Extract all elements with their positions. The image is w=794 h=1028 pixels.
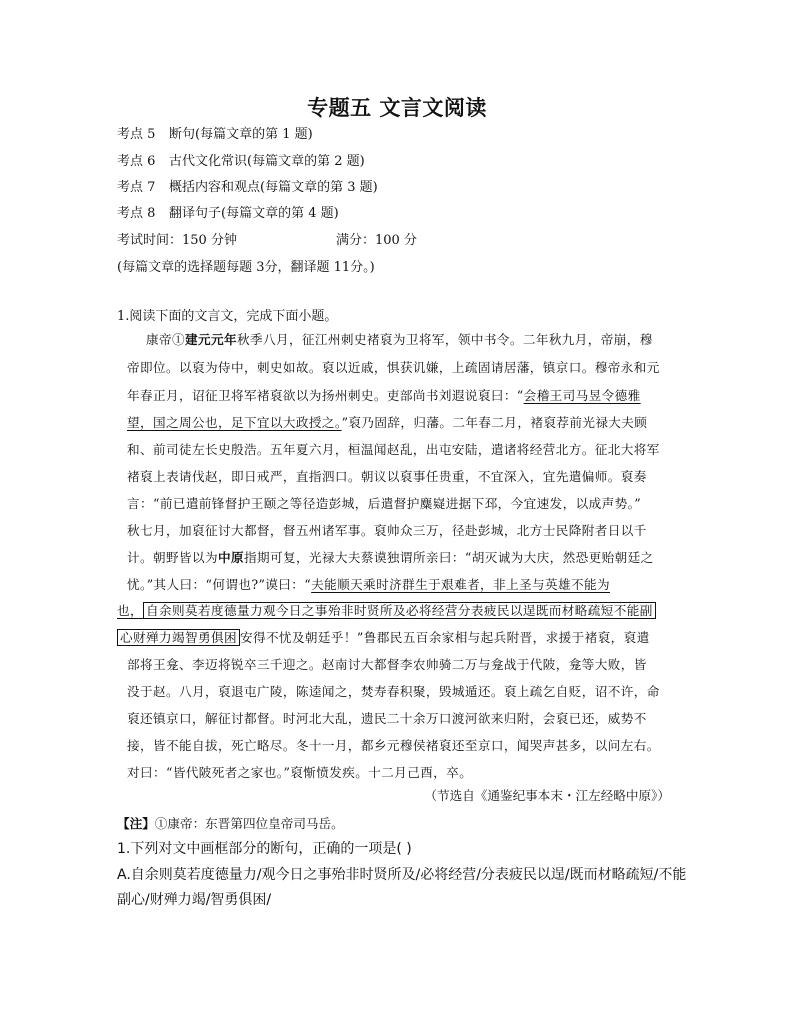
- kaodian-text: 翻译句子(每篇文章的第 4 题): [169, 206, 339, 221]
- passage-emphasis: 中原: [217, 550, 244, 565]
- passage-line: [127, 412, 647, 431]
- kaodian-label: 考点 5: [117, 127, 156, 142]
- underlined-text: 望，国之周公也，足下宜以大政授之。: [127, 415, 342, 430]
- kaodian-text: 概括内容和观点(每篇文章的第 3 题): [169, 180, 378, 195]
- passage-line: 秋七月，加裒征讨大都督，督五州诸军事。裒帅众三万，径赴彭城，北方士民降附者日以千: [127, 523, 647, 538]
- passage-text: 指期可复，光禄大夫蔡谟独谓所亲曰：“胡灭诚为大庆，然恐更贻朝廷之: [243, 550, 654, 565]
- underlined-text: 夫能顺天乘时济群生于艰难者，非上圣与英雄不能为: [311, 577, 610, 592]
- kaodian-label: 考点 6: [117, 154, 156, 169]
- passage-line: 裒还镇京口，解征讨都督。时河北大乱，遗民二十余万口渡河欲来归附，会裒已还，威势不: [127, 711, 647, 726]
- kaodian-text: 断句(每篇文章的第 1 题): [169, 127, 313, 142]
- question-intro: 1.阅读下面的文言文，完成下面小题。: [117, 309, 338, 324]
- note-label: 【注】: [117, 816, 155, 831]
- underlined-text: 也，: [117, 603, 143, 618]
- kaodian-label: 考点 7: [117, 180, 156, 195]
- passage-line: [127, 574, 610, 593]
- exam-time: 考试时间：150 分钟: [117, 233, 237, 248]
- option-a-continued: 副心/财殚力竭/智勇俱困/: [117, 892, 272, 908]
- passage-text: 年春正月，诏征卫将军褚裒欲以为扬州刺史。吏部尚书刘遐说裒曰：“: [127, 388, 524, 403]
- kaodian-7: [117, 176, 378, 195]
- kaodian-5: [117, 123, 313, 142]
- passage-line: 没于赵。八月，裒退屯广陵，陈逵闻之，焚寿春积聚，毁城遁还。裒上疏乞自贬，诏不许，命: [127, 684, 660, 699]
- passage-line: 部将王龛、李迈将锐卒三千迎之。赵南讨大都督李农帅骑二万与龛战于代陂，龛等大败，皆: [127, 657, 647, 672]
- passage-line: [117, 600, 656, 619]
- passage-text: 计。朝野皆以为: [127, 550, 218, 565]
- passage-text: ”裒乃固辞，归藩。二年春二月，褚裒荐前光禄大夫顾: [341, 415, 648, 430]
- page-title: 专题五 文言文阅读: [307, 95, 487, 120]
- score-note: (每篇文章的选择题每题 3分，翻译题 11分。): [117, 260, 375, 275]
- footnote: [117, 813, 344, 832]
- boxed-text: 自余则莫若度德量力观今日之事殆非时贤所及必将经营分表疲民以逞既而材略疏短不能副: [143, 602, 656, 619]
- passage-text: 秋季八月，征江州刺史褚裒为卫将军，领中书令。二年秋九月，帝崩，穆: [236, 332, 653, 347]
- passage-line: 接，皆不能自拔，死亡略尽。冬十一月，都乡元穆侯褚裒还至京口，闻哭声甚多，以问左右。: [127, 738, 660, 753]
- passage-line: [117, 627, 650, 646]
- passage-line: [127, 547, 654, 566]
- source-citation: （节选自《通鉴纪事本末・江左经略中原》）: [424, 788, 670, 803]
- boxed-text: 心财殚力竭智勇俱困: [117, 629, 240, 646]
- passage-emphasis: 建元元年: [184, 332, 237, 347]
- underlined-text: 会稽王司马昱令德雅: [523, 388, 641, 403]
- passage-line: 言：“前已遣前锋督护王颐之等径造彭城，后遣督护麋嶷进据下邳，今宜速发，以成声势。”: [127, 496, 642, 511]
- full-score: 满分：100 分: [336, 233, 417, 248]
- passage-line: 和、前司徒左长史殷浩。五年夏六月，桓温闻赵乱，出屯安陆，遣诸将经营北方。征北大将军: [127, 442, 660, 457]
- exam-info-row: [117, 229, 417, 248]
- passage-line: 帝即位。以裒为侍中，刺史如故。裒以近戚，惧获讥嫌，上疏固请居藩，镇京口。穆帝永和元: [127, 360, 660, 375]
- passage-text: 忧。”其人曰：“何谓也?”谟曰：“: [127, 577, 312, 592]
- passage-text: 康帝①: [146, 332, 185, 347]
- kaodian-6: [117, 150, 365, 169]
- kaodian-text: 古代文化常识(每篇文章的第 2 题): [169, 154, 365, 169]
- passage-text: 安得不忧及朝廷乎！”鲁郡民五百余家相与起兵附晋，求援于褚裒，裒遣: [239, 630, 650, 645]
- note-text: ①康帝：东晋第四位皇帝司马岳。: [154, 816, 344, 831]
- option-a: A.自余则莫若度德量力/观今日之事殆非时贤所及/必将经营/分表疲民以逞/既而材略疏短/不能: [117, 867, 687, 883]
- passage-line: 褚裒上表请伐赵，即日戒严，直指泗口。朝议以裒事任贵重，不宜深入，宜先遣偏师。裒奏: [127, 469, 647, 484]
- kaodian-label: 考点 8: [117, 206, 156, 221]
- passage-line: [127, 385, 641, 404]
- passage-line: [146, 329, 653, 348]
- kaodian-8: [117, 202, 339, 221]
- passage-line: 对曰：“皆代陂死者之家也。”裒惭愤发疾。十二月己酉，卒。: [127, 765, 473, 780]
- question-1: 1.下列对文中画框部分的断句，正确的一项是( ): [117, 841, 412, 857]
